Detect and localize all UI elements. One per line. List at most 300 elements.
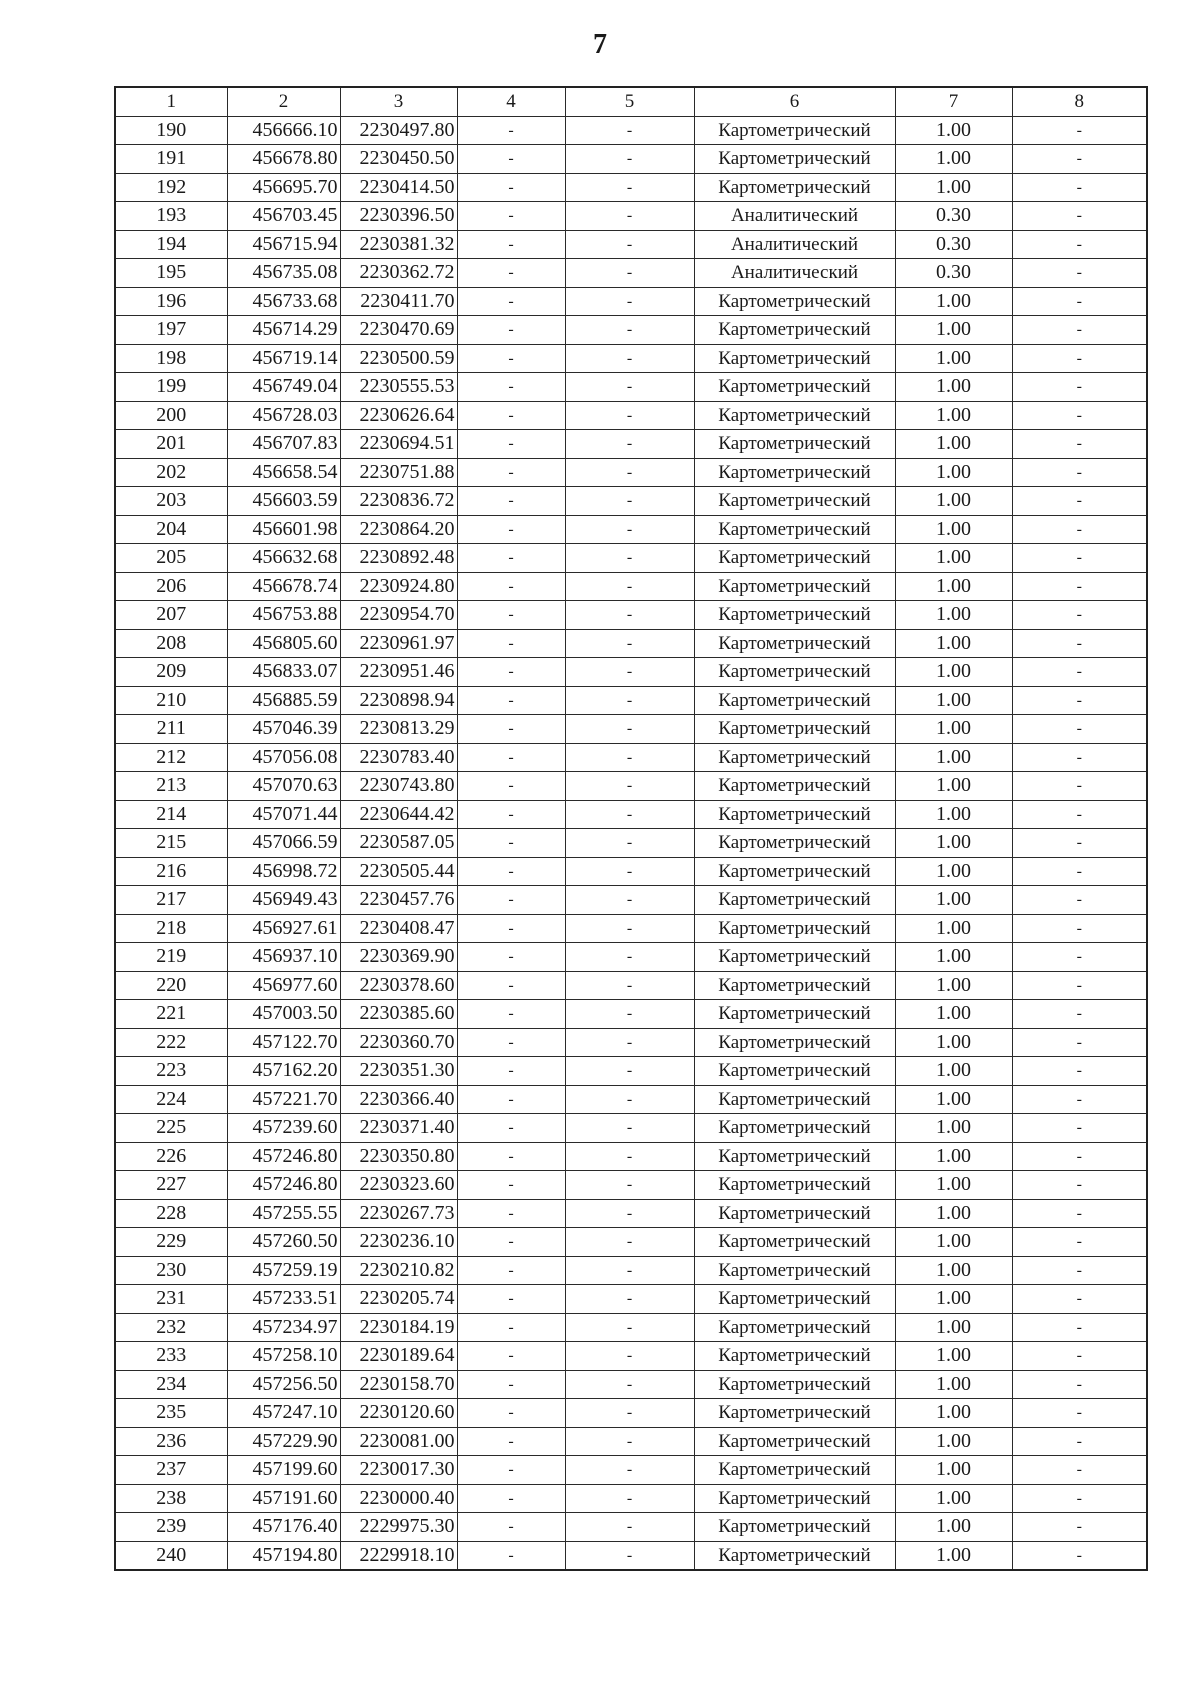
x-coordinate-cell: 457255.55 [227, 1199, 340, 1228]
table-row [115, 544, 1147, 573]
column-5-cell: - [565, 1199, 694, 1228]
table-row [115, 515, 1147, 544]
point-number-cell: 211 [115, 715, 227, 744]
column-4-cell: - [457, 430, 565, 459]
x-coordinate-cell: 457229.90 [227, 1427, 340, 1456]
table-row [115, 715, 1147, 744]
x-coordinate-cell: 456603.59 [227, 487, 340, 516]
x-coordinate-cell: 457162.20 [227, 1057, 340, 1086]
x-coordinate-cell: 456719.14 [227, 344, 340, 373]
accuracy-cell: 1.00 [895, 601, 1012, 630]
column-5-cell: - [565, 1057, 694, 1086]
point-number-cell: 200 [115, 401, 227, 430]
y-coordinate-cell: 2229975.30 [340, 1513, 457, 1542]
x-coordinate-cell: 457071.44 [227, 800, 340, 829]
column-4-cell: - [457, 1370, 565, 1399]
column-8-cell: - [1012, 629, 1147, 658]
column-5-cell: - [565, 1399, 694, 1428]
point-number-cell: 237 [115, 1456, 227, 1485]
column-8-cell: - [1012, 658, 1147, 687]
column-4-cell: - [457, 1142, 565, 1171]
column-8-cell: - [1012, 914, 1147, 943]
method-cell: Картометрический [694, 1000, 895, 1029]
method-cell: Аналитический [694, 230, 895, 259]
accuracy-cell: 1.00 [895, 287, 1012, 316]
column-5-cell: - [565, 287, 694, 316]
column-5-cell: - [565, 173, 694, 202]
accuracy-cell: 1.00 [895, 1057, 1012, 1086]
column-8-cell: - [1012, 458, 1147, 487]
point-number-cell: 217 [115, 886, 227, 915]
column-4-cell: - [457, 1256, 565, 1285]
method-cell: Картометрический [694, 145, 895, 174]
accuracy-cell: 1.00 [895, 344, 1012, 373]
column-header: 4 [457, 87, 565, 116]
method-cell: Аналитический [694, 202, 895, 231]
method-cell: Картометрический [694, 1057, 895, 1086]
accuracy-cell: 1.00 [895, 1342, 1012, 1371]
x-coordinate-cell: 456678.74 [227, 572, 340, 601]
column-4-cell: - [457, 458, 565, 487]
column-8-cell: - [1012, 1000, 1147, 1029]
point-number-cell: 224 [115, 1085, 227, 1114]
accuracy-cell: 1.00 [895, 1541, 1012, 1570]
x-coordinate-cell: 457247.10 [227, 1399, 340, 1428]
y-coordinate-cell: 2230350.80 [340, 1142, 457, 1171]
column-header: 8 [1012, 87, 1147, 116]
x-coordinate-cell: 456735.08 [227, 259, 340, 288]
method-cell: Картометрический [694, 971, 895, 1000]
y-coordinate-cell: 2230813.29 [340, 715, 457, 744]
point-number-cell: 216 [115, 857, 227, 886]
y-coordinate-cell: 2230505.44 [340, 857, 457, 886]
method-cell: Картометрический [694, 316, 895, 345]
column-5-cell: - [565, 1028, 694, 1057]
table-row [115, 458, 1147, 487]
column-8-cell: - [1012, 572, 1147, 601]
column-5-cell: - [565, 1256, 694, 1285]
x-coordinate-cell: 456927.61 [227, 914, 340, 943]
method-cell: Картометрический [694, 629, 895, 658]
column-5-cell: - [565, 515, 694, 544]
column-5-cell: - [565, 1000, 694, 1029]
column-8-cell: - [1012, 401, 1147, 430]
accuracy-cell: 1.00 [895, 1114, 1012, 1143]
column-4-cell: - [457, 629, 565, 658]
accuracy-cell: 1.00 [895, 686, 1012, 715]
y-coordinate-cell: 2230951.46 [340, 658, 457, 687]
column-8-cell: - [1012, 287, 1147, 316]
table-row [115, 572, 1147, 601]
accuracy-cell: 1.00 [895, 373, 1012, 402]
y-coordinate-cell: 2230396.50 [340, 202, 457, 231]
column-5-cell: - [565, 1285, 694, 1314]
method-cell: Картометрический [694, 686, 895, 715]
column-5-cell: - [565, 601, 694, 630]
x-coordinate-cell: 456733.68 [227, 287, 340, 316]
column-5-cell: - [565, 1427, 694, 1456]
x-coordinate-cell: 456885.59 [227, 686, 340, 715]
accuracy-cell: 1.00 [895, 800, 1012, 829]
point-number-cell: 227 [115, 1171, 227, 1200]
y-coordinate-cell: 2230189.64 [340, 1342, 457, 1371]
point-number-cell: 238 [115, 1484, 227, 1513]
table-row [115, 1028, 1147, 1057]
column-4-cell: - [457, 1484, 565, 1513]
accuracy-cell: 1.00 [895, 1085, 1012, 1114]
column-8-cell: - [1012, 1427, 1147, 1456]
method-cell: Картометрический [694, 1114, 895, 1143]
table-row [115, 1199, 1147, 1228]
column-4-cell: - [457, 1456, 565, 1485]
table-row [115, 1142, 1147, 1171]
table-row [115, 487, 1147, 516]
column-5-cell: - [565, 430, 694, 459]
column-5-cell: - [565, 857, 694, 886]
table-row [115, 1114, 1147, 1143]
accuracy-cell: 1.00 [895, 886, 1012, 915]
accuracy-cell: 1.00 [895, 1399, 1012, 1428]
x-coordinate-cell: 457246.80 [227, 1142, 340, 1171]
point-number-cell: 196 [115, 287, 227, 316]
accuracy-cell: 1.00 [895, 1000, 1012, 1029]
method-cell: Картометрический [694, 943, 895, 972]
point-number-cell: 223 [115, 1057, 227, 1086]
column-5-cell: - [565, 202, 694, 231]
point-number-cell: 226 [115, 1142, 227, 1171]
accuracy-cell: 1.00 [895, 1256, 1012, 1285]
x-coordinate-cell: 456714.29 [227, 316, 340, 345]
method-cell: Картометрический [694, 515, 895, 544]
column-4-cell: - [457, 829, 565, 858]
accuracy-cell: 1.00 [895, 1484, 1012, 1513]
y-coordinate-cell: 2230158.70 [340, 1370, 457, 1399]
column-4-cell: - [457, 401, 565, 430]
y-coordinate-cell: 2230783.40 [340, 743, 457, 772]
method-cell: Картометрический [694, 344, 895, 373]
point-number-cell: 213 [115, 772, 227, 801]
y-coordinate-cell: 2229918.10 [340, 1541, 457, 1570]
method-cell: Картометрический [694, 1171, 895, 1200]
accuracy-cell: 1.00 [895, 544, 1012, 573]
table-row [115, 629, 1147, 658]
y-coordinate-cell: 2230369.90 [340, 943, 457, 972]
column-4-cell: - [457, 202, 565, 231]
column-8-cell: - [1012, 1513, 1147, 1542]
y-coordinate-cell: 2230236.10 [340, 1228, 457, 1257]
column-8-cell: - [1012, 943, 1147, 972]
y-coordinate-cell: 2230385.60 [340, 1000, 457, 1029]
method-cell: Картометрический [694, 800, 895, 829]
accuracy-cell: 1.00 [895, 1285, 1012, 1314]
table-row [115, 1085, 1147, 1114]
method-cell: Картометрический [694, 601, 895, 630]
column-4-cell: - [457, 287, 565, 316]
point-number-cell: 214 [115, 800, 227, 829]
column-8-cell: - [1012, 373, 1147, 402]
column-5-cell: - [565, 686, 694, 715]
point-number-cell: 193 [115, 202, 227, 231]
table-row [115, 173, 1147, 202]
column-5-cell: - [565, 1456, 694, 1485]
table-row [115, 430, 1147, 459]
column-4-cell: - [457, 943, 565, 972]
column-8-cell: - [1012, 230, 1147, 259]
point-number-cell: 205 [115, 544, 227, 573]
x-coordinate-cell: 457176.40 [227, 1513, 340, 1542]
table-row [115, 344, 1147, 373]
method-cell: Картометрический [694, 1541, 895, 1570]
column-5-cell: - [565, 886, 694, 915]
column-5-cell: - [565, 1370, 694, 1399]
table-row [115, 145, 1147, 174]
table-row [115, 1228, 1147, 1257]
method-cell: Картометрический [694, 1484, 895, 1513]
column-4-cell: - [457, 601, 565, 630]
column-5-cell: - [565, 1085, 694, 1114]
table-row [115, 202, 1147, 231]
point-number-cell: 228 [115, 1199, 227, 1228]
table-row [115, 857, 1147, 886]
method-cell: Картометрический [694, 1513, 895, 1542]
column-8-cell: - [1012, 1285, 1147, 1314]
column-4-cell: - [457, 572, 565, 601]
column-5-cell: - [565, 1513, 694, 1542]
x-coordinate-cell: 457256.50 [227, 1370, 340, 1399]
y-coordinate-cell: 2230360.70 [340, 1028, 457, 1057]
column-8-cell: - [1012, 173, 1147, 202]
table-row [115, 1342, 1147, 1371]
accuracy-cell: 1.00 [895, 1513, 1012, 1542]
table-row [115, 287, 1147, 316]
table-row [115, 1057, 1147, 1086]
column-8-cell: - [1012, 800, 1147, 829]
column-5-cell: - [565, 1171, 694, 1200]
y-coordinate-cell: 2230497.80 [340, 116, 457, 145]
column-8-cell: - [1012, 430, 1147, 459]
point-number-cell: 225 [115, 1114, 227, 1143]
column-5-cell: - [565, 316, 694, 345]
point-number-cell: 198 [115, 344, 227, 373]
accuracy-cell: 1.00 [895, 1313, 1012, 1342]
x-coordinate-cell: 456703.45 [227, 202, 340, 231]
y-coordinate-cell: 2230120.60 [340, 1399, 457, 1428]
column-4-cell: - [457, 230, 565, 259]
point-number-cell: 230 [115, 1256, 227, 1285]
table-row [115, 886, 1147, 915]
column-5-cell: - [565, 715, 694, 744]
y-coordinate-cell: 2230081.00 [340, 1427, 457, 1456]
accuracy-cell: 0.30 [895, 230, 1012, 259]
y-coordinate-cell: 2230892.48 [340, 544, 457, 573]
column-4-cell: - [457, 145, 565, 174]
column-8-cell: - [1012, 1456, 1147, 1485]
method-cell: Картометрический [694, 1313, 895, 1342]
x-coordinate-cell: 457260.50 [227, 1228, 340, 1257]
point-number-cell: 234 [115, 1370, 227, 1399]
point-number-cell: 240 [115, 1541, 227, 1570]
x-coordinate-cell: 457258.10 [227, 1342, 340, 1371]
x-coordinate-cell: 456707.83 [227, 430, 340, 459]
column-4-cell: - [457, 344, 565, 373]
y-coordinate-cell: 2230751.88 [340, 458, 457, 487]
method-cell: Картометрический [694, 1285, 895, 1314]
column-4-cell: - [457, 886, 565, 915]
y-coordinate-cell: 2230954.70 [340, 601, 457, 630]
column-5-cell: - [565, 971, 694, 1000]
x-coordinate-cell: 456728.03 [227, 401, 340, 430]
column-8-cell: - [1012, 1085, 1147, 1114]
point-number-cell: 210 [115, 686, 227, 715]
table-row [115, 1285, 1147, 1314]
header-row [115, 87, 1147, 116]
column-8-cell: - [1012, 1114, 1147, 1143]
column-4-cell: - [457, 259, 565, 288]
accuracy-cell: 1.00 [895, 116, 1012, 145]
y-coordinate-cell: 2230323.60 [340, 1171, 457, 1200]
column-5-cell: - [565, 1342, 694, 1371]
method-cell: Картометрический [694, 658, 895, 687]
column-8-cell: - [1012, 715, 1147, 744]
column-5-cell: - [565, 259, 694, 288]
column-8-cell: - [1012, 1199, 1147, 1228]
column-8-cell: - [1012, 116, 1147, 145]
x-coordinate-cell: 457122.70 [227, 1028, 340, 1057]
column-4-cell: - [457, 914, 565, 943]
y-coordinate-cell: 2230000.40 [340, 1484, 457, 1513]
table-row [115, 230, 1147, 259]
accuracy-cell: 1.00 [895, 458, 1012, 487]
x-coordinate-cell: 456749.04 [227, 373, 340, 402]
y-coordinate-cell: 2230450.50 [340, 145, 457, 174]
column-header: 1 [115, 87, 227, 116]
column-8-cell: - [1012, 1142, 1147, 1171]
method-cell: Картометрический [694, 373, 895, 402]
table-row [115, 373, 1147, 402]
column-4-cell: - [457, 1171, 565, 1200]
x-coordinate-cell: 456833.07 [227, 658, 340, 687]
column-8-cell: - [1012, 601, 1147, 630]
point-number-cell: 233 [115, 1342, 227, 1371]
point-number-cell: 221 [115, 1000, 227, 1029]
method-cell: Картометрический [694, 116, 895, 145]
method-cell: Картометрический [694, 715, 895, 744]
accuracy-cell: 1.00 [895, 1171, 1012, 1200]
table-row [115, 259, 1147, 288]
accuracy-cell: 1.00 [895, 829, 1012, 858]
table-row [115, 943, 1147, 972]
y-coordinate-cell: 2230898.94 [340, 686, 457, 715]
column-8-cell: - [1012, 1399, 1147, 1428]
table-row [115, 971, 1147, 1000]
y-coordinate-cell: 2230184.19 [340, 1313, 457, 1342]
point-number-cell: 218 [115, 914, 227, 943]
method-cell: Картометрический [694, 1399, 895, 1428]
point-number-cell: 208 [115, 629, 227, 658]
point-number-cell: 195 [115, 259, 227, 288]
x-coordinate-cell: 456678.80 [227, 145, 340, 174]
y-coordinate-cell: 2230378.60 [340, 971, 457, 1000]
y-coordinate-cell: 2230408.47 [340, 914, 457, 943]
accuracy-cell: 1.00 [895, 743, 1012, 772]
accuracy-cell: 1.00 [895, 1199, 1012, 1228]
table-row [115, 1541, 1147, 1570]
y-coordinate-cell: 2230267.73 [340, 1199, 457, 1228]
point-number-cell: 229 [115, 1228, 227, 1257]
column-8-cell: - [1012, 886, 1147, 915]
table-row [115, 1370, 1147, 1399]
y-coordinate-cell: 2230644.42 [340, 800, 457, 829]
accuracy-cell: 1.00 [895, 971, 1012, 1000]
point-number-cell: 192 [115, 173, 227, 202]
column-5-cell: - [565, 401, 694, 430]
column-4-cell: - [457, 116, 565, 145]
point-number-cell: 235 [115, 1399, 227, 1428]
x-coordinate-cell: 456753.88 [227, 601, 340, 630]
point-number-cell: 201 [115, 430, 227, 459]
column-8-cell: - [1012, 1342, 1147, 1371]
column-5-cell: - [565, 772, 694, 801]
x-coordinate-cell: 456695.70 [227, 173, 340, 202]
column-4-cell: - [457, 715, 565, 744]
y-coordinate-cell: 2230961.97 [340, 629, 457, 658]
column-4-cell: - [457, 1285, 565, 1314]
method-cell: Картометрический [694, 1427, 895, 1456]
accuracy-cell: 1.00 [895, 1028, 1012, 1057]
accuracy-cell: 1.00 [895, 401, 1012, 430]
table-body [115, 116, 1147, 1570]
point-number-cell: 215 [115, 829, 227, 858]
column-4-cell: - [457, 487, 565, 516]
x-coordinate-cell: 457056.08 [227, 743, 340, 772]
column-5-cell: - [565, 1142, 694, 1171]
table-row [115, 914, 1147, 943]
column-8-cell: - [1012, 743, 1147, 772]
y-coordinate-cell: 2230743.80 [340, 772, 457, 801]
point-number-cell: 232 [115, 1313, 227, 1342]
accuracy-cell: 1.00 [895, 572, 1012, 601]
accuracy-cell: 1.00 [895, 658, 1012, 687]
table-row [115, 1427, 1147, 1456]
column-4-cell: - [457, 1313, 565, 1342]
column-8-cell: - [1012, 544, 1147, 573]
y-coordinate-cell: 2230351.30 [340, 1057, 457, 1086]
method-cell: Картометрический [694, 1199, 895, 1228]
column-5-cell: - [565, 572, 694, 601]
y-coordinate-cell: 2230210.82 [340, 1256, 457, 1285]
column-5-cell: - [565, 116, 694, 145]
column-header: 5 [565, 87, 694, 116]
column-5-cell: - [565, 1313, 694, 1342]
column-8-cell: - [1012, 487, 1147, 516]
column-4-cell: - [457, 1085, 565, 1114]
column-4-cell: - [457, 1028, 565, 1057]
y-coordinate-cell: 2230414.50 [340, 173, 457, 202]
column-4-cell: - [457, 1000, 565, 1029]
column-5-cell: - [565, 829, 694, 858]
method-cell: Картометрический [694, 829, 895, 858]
x-coordinate-cell: 457239.60 [227, 1114, 340, 1143]
y-coordinate-cell: 2230457.76 [340, 886, 457, 915]
y-coordinate-cell: 2230555.53 [340, 373, 457, 402]
accuracy-cell: 1.00 [895, 515, 1012, 544]
accuracy-cell: 1.00 [895, 145, 1012, 174]
y-coordinate-cell: 2230864.20 [340, 515, 457, 544]
column-5-cell: - [565, 344, 694, 373]
method-cell: Картометрический [694, 1028, 895, 1057]
accuracy-cell: 1.00 [895, 173, 1012, 202]
method-cell: Картометрический [694, 772, 895, 801]
